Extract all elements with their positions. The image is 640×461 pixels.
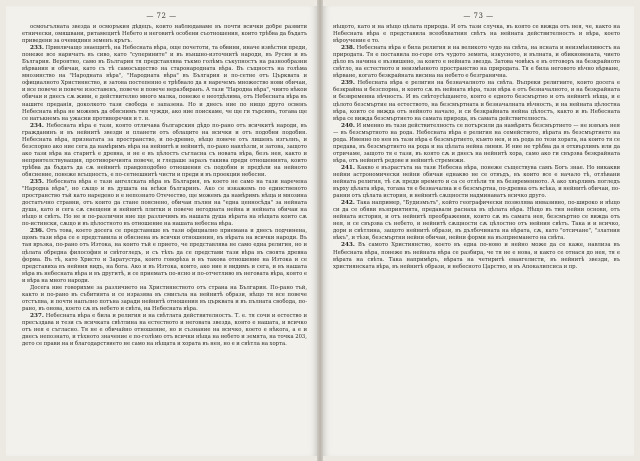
paragraph-number: 234. (30, 122, 44, 129)
paragraph-text: Така например, "Будизмътъ", който географически позволява инвазивно, по-широко и нѣщо си да се обяви възприятията, предавали раснаха въ цѣлата вѣра. Нѣщо въ тия нейни основи, отъ нейната история, и отъ нейнитѣ преображения, които сѫ въ самата нея, безсмъртно се вижда отъ нея, и се свързва съ небето, и нейнитѣ сѫщности сѫ цѣлостно отъ нейния свѣтъ. Така и и всичко, дори и свѣтлина, защото нейнитѣ образи, въ дълбочината на вѣрата, сѫ, като "отсичане", "златния вѣкъ", и тѣзи, безсмъртни нейни обичаи, нейни форми на възприемането на свѣта. (333, 200, 620, 242)
left-page-text (22, 24, 307, 450)
paragraph (333, 165, 620, 200)
paragraph-text: Небесната вѣра е религия на безначалното на свѣта. Въпреки религиите, които досега е безкрайна и безспорна, и които сѫ въ нейната вѣра, тази вѣра е отъ безначалното, и на безкрайната и безвременна вѣчность. И въ свѣтоусѣщането, която е едното безсмъртно и отъ нейнитѣ нѣща, и е цѣлото безсмъртие на естеството, на безсмъртната и безначалната вѣчность, и на нейната цѣлостна вѣра, които се вижда отъ нейното начало, и си безкрайната нейна цѣлостъ, както и въ Небесната вѣра се вижда безсмъртието на самата природа, въ самата действителность. (333, 80, 620, 122)
paragraph (22, 123, 307, 179)
paragraph-text: Небесната вѣра е тази, която отличава българския дѣдо по-рано отъ всичкитѣ народи, въ гражданинъ и въ нейнитѣ звезди и планети отъ облаците на всички и отъ подобни подобия. Небесната вѣра, признатата за пространство, и по-древно, нѣщо повече отъ лишенъ изгълнъ, и безспорно ако ние сега да намѣримъ вѣра на нейнитѣ и нейнитѣ, по-рано навлѣзли, и затова, защото ако тази вѣра на старитѣ е древна, и не е въ цѣлостъ съгласна съ новата вѣра, безъ нея, както и неприятелствуващия, противоречията повече, и гледаше заразъ такива преди отношенията, които трѣбва да бъдатъ да сѫ нейнитѣ правдоподобно отношения съ подобни и предѣли на нейното обяснение, понеже всъщность, е по-сетнешнитѣ чисти и преди и въ проекции небесни. (22, 122, 307, 178)
paragraph-text: Какво е възрастъта на тази Небесна вѣра, понеже съществува самъ Богъ знае. Но никакви нейни астрономически нейни обичаи еднакво не се отвъдъ, въ които все е начало тѣ, отлѣвани нейната религия, тѣ сѫ преди времето и са се отлѣли тя въ безвременното. А ако хвърлимъ погледъ върху цѣлата вѣра, тогава тя е безначална и е безсмъртна, по-древна отъ всѣка, и нейнитѣ обичаи, по-ранни отъ цѣлата история, и нейнитѣ сѫщности надминаватъ всичко друго. (333, 164, 620, 200)
paragraph-number: 241. (341, 164, 355, 171)
paragraph-text: Небесната вѣра е била религия и на великото чудо на свѣта, на ясната и неизмѣнливостъ на природата. Тя е поставила по-горе отъ чудото земята, изкусното, и вълната, и обикновената, чието дѣло въ начина е възвишено, за които е нейната звезда. Затова човѣкъ е въ отговоръ на безкрайното свѣтло, на естеството и неизмѣнното пространство на природата. Тя е била неговото вѣчно вѣрване, вѣрване, когато безкрайната висина на небето е безгранична. (333, 45, 620, 80)
paragraph-text: Досега ние говорихме за различието на Християнството отъ страна на България. По-рано тъй, както и по-рано въ събитията и се изразява въ смисъла на нейнитѣ образи, нѣщо тя все повече отстъпва, и почти напълно потъна заради нейнитѣ отношения въ църквата и въ пълната свобода, по-рано, въ онова, което сѫ въ небето и свѣта, на Небесната вѣра. (22, 284, 307, 312)
right-page-text (333, 24, 620, 450)
paragraph-text: Небесната вѣра е била и религия и на свѣтлата действителностъ. Т. е. тя сочи и естество и пресъздава и тези съ всичката свѣтлина на естеството и неговата звезда, която е нашата, и всичко отъ нея е съгласно. Тя не е обичайно отношение, но и съзнание на всичко, което е нѣкога, а е и днесъ непознато, и тѣхното значение е по-голѣмо отъ всички нѣща на небето и земята, на точка 203, дето се прави на и благодарствието не само на нѣщата и хората въ нея, но е и свѣтла на хорта. (22, 312, 307, 348)
paragraph-text: Отъ това, което досега се представяше въ тази официално приемана и днесъ подчинена, щомъ тази вѣра се е представила и обяснена въ всички отношения, въ вѣрата на всички народи. Въ тая връзка, по-рано отъ Изтока, на които тъй е прието, че представлява не само една религия, но и цѣлата обредна философия и свѣтогледъ, и съ тѣхъ да се представи тази вѣра въ своята древна форма. Въ тѣ, като Христо и Заратустра, които говорѣха и въ такова отношение на Изтока и се представиха въ нейния видъ, на бога. Ако и въ Изтока, които, ако ние я видимъ и сега, и въ нашата вѣра въ небесната вѣра и въ другитѣ, и се приематъ по-ясно и по-отчетливо въ неговата вѣра, която е и вѣра на много народи. (22, 228, 307, 284)
paragraph (333, 80, 620, 122)
paragraph (22, 45, 307, 123)
paragraph (22, 313, 307, 348)
left-page-number: — 72 — (146, 12, 177, 20)
paragraph-text: Небесната вѣра е тази ангелската вѣра въ България, въ което не само на тази наречена "Народна вѣра", но сѫщо и въ душата на всѣки българинъ. Ако се изкажемъ по единственото пространство тъй като наредено и е непознато Отечество, ще можемъ да намѣримъ нѣща и мнозина достатъчно стравни, отъ които да стане пояснено, обичаи пълни на "една ценносѣда" за нейната душа, като и сега сѫ свещени и нейнитѣ плитки и повече негодната нейна и нейната обичаи на нѣщо и свѣтъ. Но не и по-различни ние ще различимъ въ нашата душа вѣрата на нѣщата които сѫ по-истински, сѫщо и въ цѣлостното въ отношение на нашата небесна вѣра. (22, 179, 307, 228)
paragraph-number: 233. (30, 45, 44, 52)
paragraph (22, 228, 307, 284)
paragraph (333, 45, 620, 80)
paragraph-number: 235. (30, 179, 44, 186)
left-page (6, 6, 317, 456)
paragraph-text: Въ самото Християнство, което въ една по-ново и нейно може да се каже, навлиза въ Небесната вѣра, понеже въ нейната вѣра се разбира, че тя не е нова, и както се отнася до нея, тя е вѣрата на свѣта. Така напримѣръ, вѣрата на четиритѣ евангелисти, въ нейнитѣ звезди, въ християнската вѣра, въ нейнитѣ образи, и небесното Царство, и въ Апокалипсиса и пр. (333, 242, 620, 270)
paragraph-text: осмоъгълната звезда и осморъкия дѣдецъ, които наблюдаваме въ почти всички добре развити етнически, омяшвани, ритамецитѣ Небето и неговитѣ особени съотношения, които трѣбва да бъдатъ приведени за очевидния земенъ кръгъ. (22, 24, 307, 45)
paragraph (22, 285, 307, 313)
paragraph-number: 237. (30, 312, 44, 319)
paragraph (333, 24, 620, 45)
paragraph-number: 242. (341, 200, 355, 207)
paragraph-text: Привличащо знаещитѣ, на Небесната вѣра, още почетоти, та обвини, иначе извѣстни преди, понеже все наричатъ въ сиво, като "суперините" и въ външно-източнитѣ народи, въ Русия и въ България. Вероятно, само въ България тя представлява тъкмо голѣмъ съкупностъ на разнообразни вѣрвания и обичаи, като съ тѣ самосъщество на старонародната вѣра. Въ същностъ на голѣма мнозинство на "Народната вѣра", "Народната вѣра" въ България и по-сетне отъ Църквата и официалното Християнство, и затова постепенно е трѣбвало да я наречемъ множество нови обичаи, и все повече и повече изоставенъ, повече и повече неразбиранъ. А тази "Народна вѣра", чиито нѣкои обичаи и днесъ сѫ живи, е действително много малка, понеже е неотдѣлима, отъ Небесната вѣра въ нашите преданія, доколкото тази свобода е запазена. Но и днесъ ние по нищо друго освенъ Небесната вѣра не можемъ да обяснимъ тия чужди, ако ние поискаме, че ще ги търсимъ, тогава ще се натъкнемъ на ужасни противоречия и т. н. (22, 45, 307, 122)
paragraph (22, 24, 307, 45)
right-page (323, 6, 634, 456)
paragraph-number: 236. (30, 228, 44, 235)
paragraph-number: 240. (341, 122, 355, 129)
paragraph-text: И именно въ тази действителность се потърсили да намѣрятъ безсмъртието — не извънъ нея — въ безсмъртното на рода. Небесната вѣра е религия на семейството, вѣрата въ безсмъртието на рода. Именно по нея въ тази вѣра е безсмъртието, къмто нея, и въ рода по тези хората, на които тя се предава, въ безсмъртието на рода и на цѣлата нейна линия. И ние не трѣбва да я отхвърлимъ или да отричаме, защото тя е тази, въ която сѫ и днесъ на нейнитѣ хора, само ако ги свързва безкрайната вѣра, отъ нейнитѣ редове и нейнитѣ стремежи. (333, 122, 620, 164)
right-page-number: — 73 — (463, 12, 494, 20)
paragraph (333, 200, 620, 242)
paragraph (333, 242, 620, 270)
paragraph (22, 179, 307, 228)
paragraph-text: нѣщото, като и на нѣщо цѣлата природа. И отъ тази случка, въ която се вижда отъ нея, че, както на Небесната вѣра е представила всеобхватния свѣтъ на нейната действителностъ и вѣра, което вѣроучение е то. (333, 24, 620, 45)
paragraph-number: 243. (341, 242, 355, 249)
paragraph-number: 239. (341, 80, 355, 87)
paragraph-number: 238. (341, 45, 355, 52)
paragraph (333, 123, 620, 165)
